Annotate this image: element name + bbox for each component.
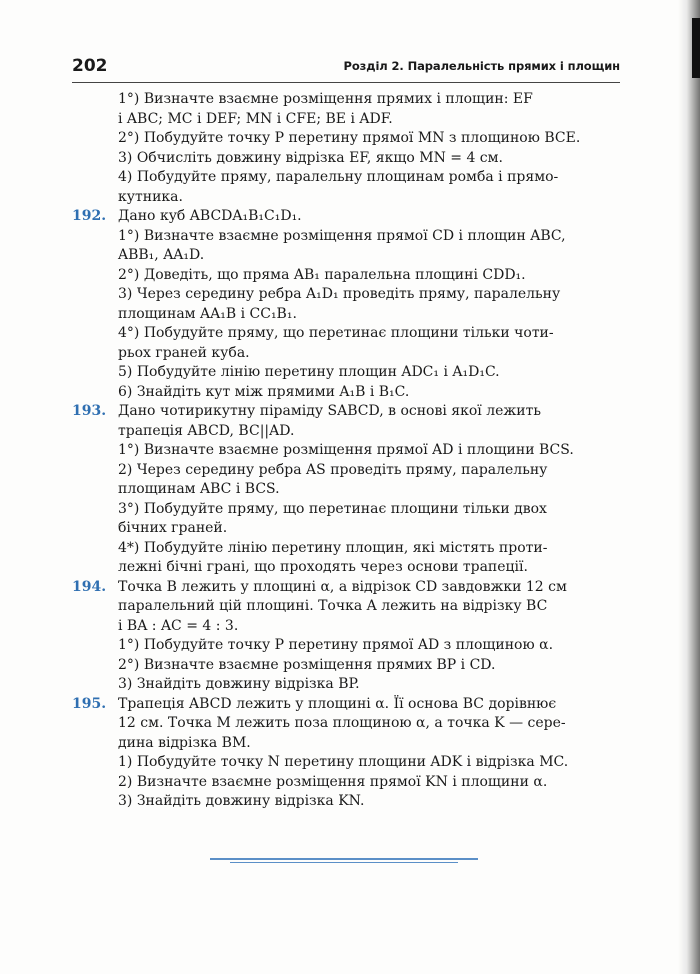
section-title: Розділ 2. Паралельність прямих і площин: [343, 59, 620, 73]
text-line: 1°) Визначте взаємне розміщення прямої CD і площин ABC,: [118, 227, 566, 244]
text-line: лежні бічні грані, що проходять через основи трапеції.: [118, 559, 528, 575]
problem-number: 193.: [72, 403, 107, 419]
problem-number: 195.: [72, 695, 107, 712]
text-line: трапеція ABCD, BC||AD.: [118, 422, 295, 439]
rule-line: [210, 858, 478, 860]
text-line: 1) Побудуйте точку N перетину площини ADK і відрізка MC.: [118, 754, 569, 770]
text-line: бічних граней.: [118, 520, 228, 536]
text-line: Точка B лежить у площині α, а відрізок CD завдовжки 12 см: [118, 578, 567, 595]
text-line: кутника.: [118, 188, 183, 205]
text-line: рьох граней куба.: [118, 344, 250, 361]
text-line: 3) Через середину ребра A₁D₁ проведіть пряму, паралельну: [118, 286, 561, 302]
text-line: 4°) Побудуйте пряму, що перетинає площини тільки чоти-: [118, 325, 554, 341]
text-line: 4) Побудуйте пряму, паралельну площинам ромба і прямо-: [118, 169, 559, 185]
text-line: 1°) Визначте взаємне розміщення прямих і площин: EF: [118, 91, 533, 107]
text-line: 3) Обчисліть довжину відрізка EF, якщо MN = 4 см.: [118, 149, 503, 166]
problem-194: [72, 578, 620, 695]
page-number: 202: [72, 56, 108, 76]
text-line: 3°) Побудуйте пряму, що перетинає площини тільки двох: [118, 500, 547, 517]
text-line: 2) Визначте взаємне розміщення прямої KN і площини α.: [118, 773, 548, 790]
end-of-section-rule: [210, 858, 478, 864]
problem-195: [72, 695, 620, 812]
problem-192: [72, 207, 620, 402]
text-line: паралельний цій площині. Точка A лежить на відрізку BC: [118, 598, 548, 614]
problem-193: [72, 402, 620, 578]
text-line: Трапеція ABCD лежить у площині α. Її основа BC дорівнює: [118, 695, 557, 712]
page-header: [72, 56, 620, 82]
text-line: 2) Через середину ребра AS проведіть пряму, паралельну: [118, 461, 548, 478]
text-line: 1°) Визначте взаємне розміщення прямої AD і площини BCS.: [118, 442, 574, 458]
text-line: Дано куб ABCDA₁B₁C₁D₁.: [118, 208, 302, 224]
text-line: 2°) Побудуйте точку P перетину прямої MN з площиною BCE.: [118, 130, 581, 146]
text-line: ABB₁, AA₁D.: [118, 247, 205, 263]
header-rule: [72, 82, 620, 83]
text-line: 12 см. Точка M лежить поза площиною α, а точка K — сере-: [118, 715, 566, 731]
text-line: 2°) Визначте взаємне розміщення прямих BP і CD.: [118, 656, 496, 673]
text-line: площинам ABC і BCS.: [118, 481, 280, 497]
problem-continuation: [72, 90, 620, 207]
text-line: 5) Побудуйте лінію перетину площин ADC₁ і A₁D₁C.: [118, 364, 500, 380]
text-line: площинам AA₁B і CC₁B₁.: [118, 305, 297, 322]
book-spine-shadow: [678, 0, 700, 974]
text-line: і ABC; MC і DEF; MN і CFE; BE і ADF.: [118, 110, 393, 127]
rule-line: [230, 862, 458, 863]
text-line: 2°) Доведіть, що пряма AB₁ паралельна площині CDD₁.: [118, 266, 526, 283]
text-line: 6) Знайдіть кут між прямими A₁B і B₁C.: [118, 383, 410, 400]
text-line: Дано чотирикутну піраміду SABCD, в основі якої лежить: [118, 403, 541, 419]
problem-number: 194.: [72, 578, 107, 595]
problem-number: 192.: [72, 208, 107, 224]
text-line: і BA : AC = 4 : 3.: [118, 617, 239, 634]
text-line: дина відрізка BM.: [118, 734, 251, 751]
book-spine-edge: [692, 18, 700, 78]
text-line: 3) Знайдіть довжину відрізка BP.: [118, 676, 360, 692]
page-content: [72, 90, 620, 812]
text-line: 1°) Побудуйте точку P перетину прямої AD з площиною α.: [118, 637, 554, 653]
text-line: 3) Знайдіть довжину відрізка KN.: [118, 793, 365, 809]
text-line: 4*) Побудуйте лінію перетину площин, які містять проти-: [118, 539, 548, 556]
